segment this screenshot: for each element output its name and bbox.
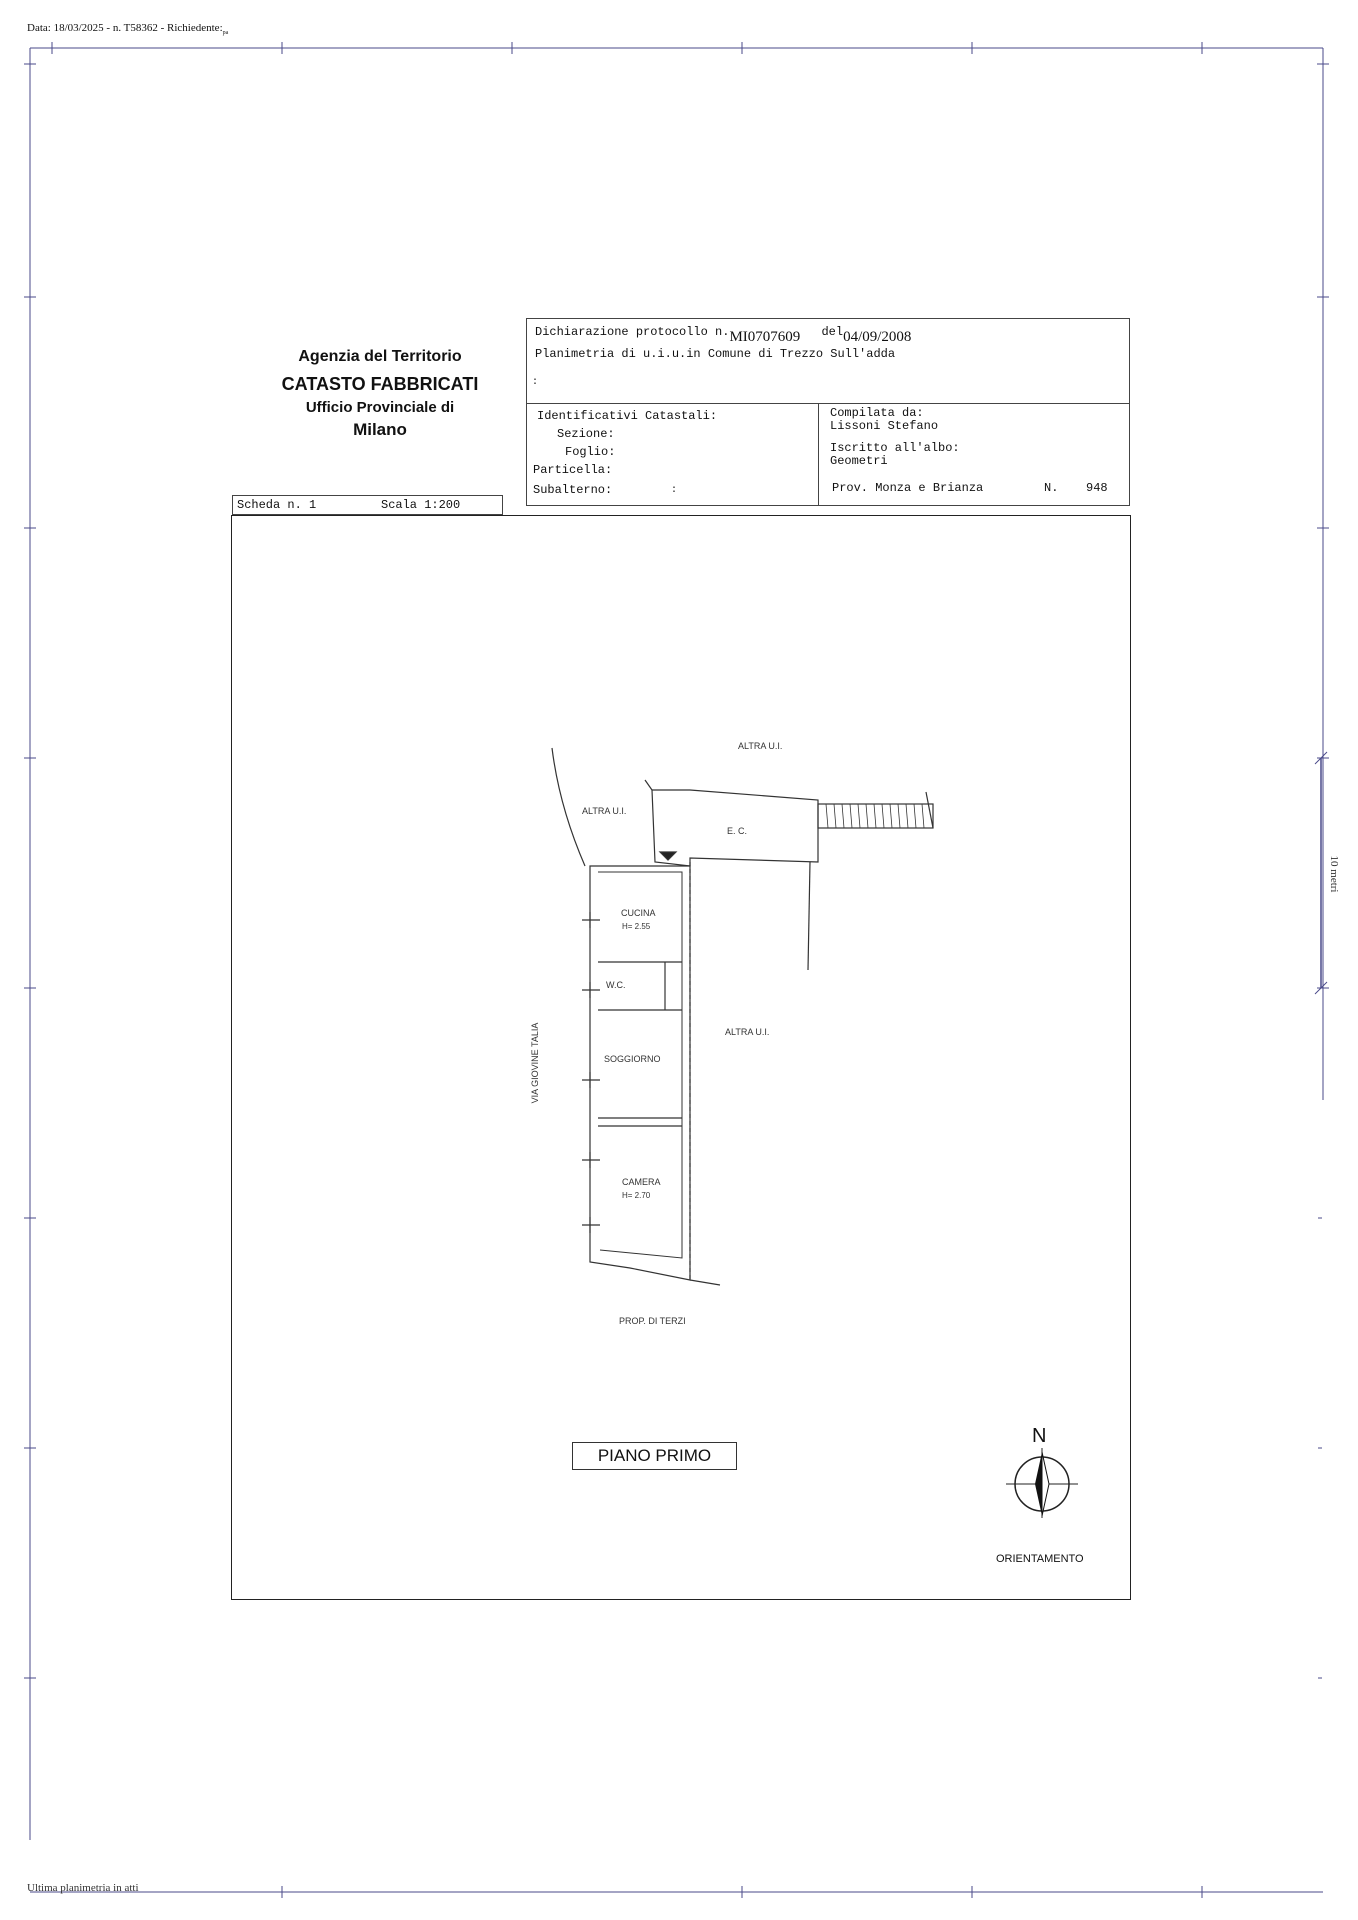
entrance-arrow [660,852,676,860]
floor-label: PIANO PRIMO [572,1442,737,1470]
compass-north-label: N [1032,1425,1047,1447]
agency-name: Agenzia del Territorio [298,348,462,365]
foglio-label: Foglio: [565,445,616,459]
label-camera-height: H= 2.70 [622,1191,651,1200]
scala-label: Scala 1:200 [381,498,461,512]
n-label: N. [1044,481,1059,495]
compilata-label: Compilata da: [830,406,924,420]
del-label: del [821,325,844,339]
subalterno-colon: : [671,485,678,496]
label-altra-right: ALTRA U.I. [725,1027,770,1037]
footer-text: Ultima planimetria in atti [27,1882,139,1894]
sezione-label: Sezione: [557,427,615,441]
label-street: VIA GIOVINE TALIA [530,1022,540,1104]
label-soggiorno: SOGGIORNO [604,1054,661,1064]
iscritto-label: Iscritto all'albo: [830,441,960,455]
compass-label: ORIENTAMENTO [996,1553,1084,1565]
city-label: Milano [353,420,407,439]
scheda-label: Scheda n. 1 [237,498,317,512]
plan-left-boundary [552,748,585,866]
identificativi-title: Identificativi Catastali: [537,409,718,423]
protocol-label: Dichiarazione protocollo n. [535,325,730,339]
compass-icon [1002,1448,1082,1518]
header-text: Data: 18/03/2025 - n. T58362 - Richiedente: [27,22,223,34]
protocol-date: 04/09/2008 [843,329,912,345]
n-value: 948 [1086,481,1108,495]
subalterno-label: Subalterno: [533,483,613,497]
particella-label: Particella: [533,463,613,477]
header-sub: pa [222,30,229,37]
label-cucina: CUCINA [621,908,656,918]
planimetria-line: Planimetria di u.i.u.in Comune di Trezzo Sull'adda [535,347,896,361]
label-prop-terzi: PROP. DI TERZI [619,1316,686,1326]
label-ec: E. C. [727,826,748,836]
scale-bar-label: 10 metri [1328,855,1340,893]
label-cucina-height: H= 2.55 [622,922,651,931]
label-camera: CAMERA [622,1177,661,1187]
planimetria-colon: : [532,377,539,388]
iscritto-value: Geometri [830,454,888,468]
prov-label: Prov. Monza e Brianza [832,481,984,495]
catasto-title: CATASTO FABBRICATI [281,374,479,394]
label-wc: W.C. [606,980,626,990]
ufficio-label: Ufficio Provinciale di [305,399,455,416]
label-altra-top: ALTRA U.I. [738,741,783,751]
protocol-number: MI0707609 [729,329,801,345]
label-altra-left: ALTRA U.I. [582,806,627,816]
compilata-name: Lissoni Stefano [830,419,939,433]
